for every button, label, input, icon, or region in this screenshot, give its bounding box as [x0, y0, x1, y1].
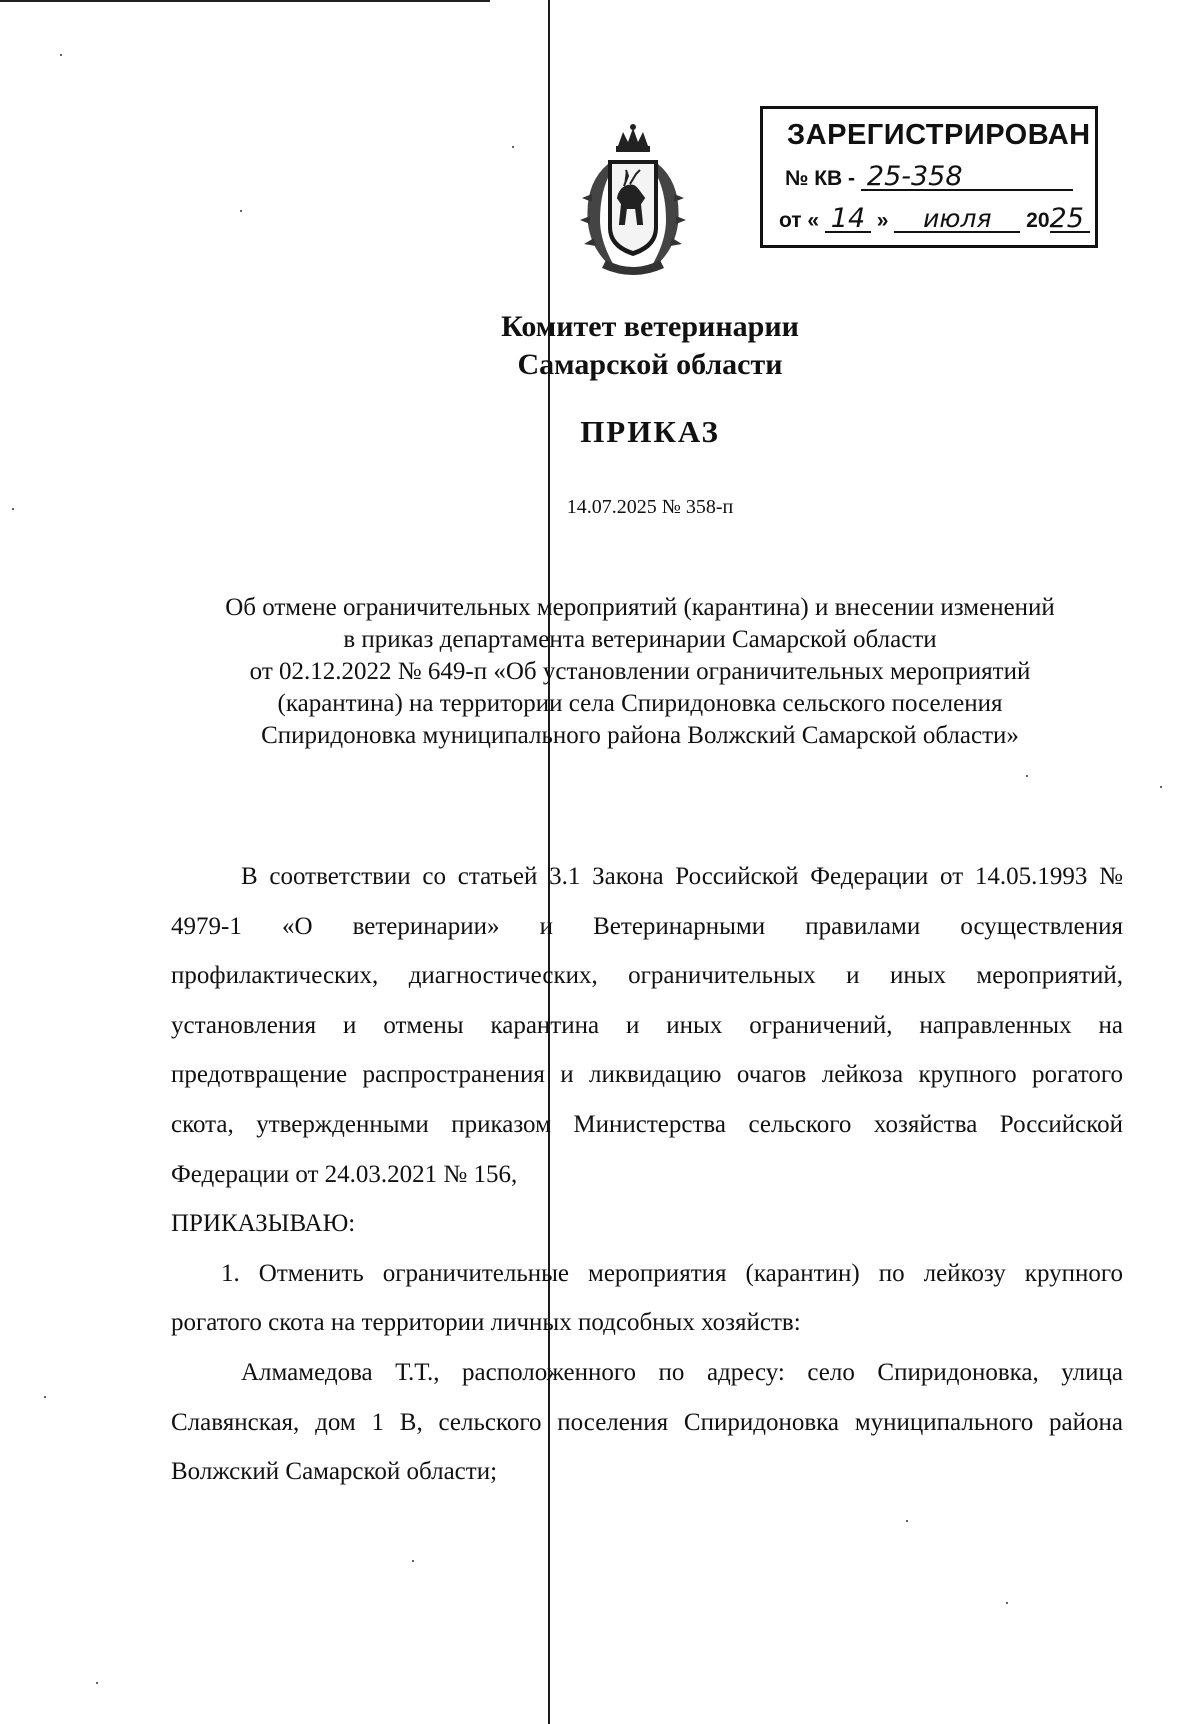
stamp-day-handwritten: 14: [825, 207, 871, 233]
heading-line: в приказ департамента ветеринарии Самарской области: [343, 626, 937, 653]
stamp-day-suffix: »: [876, 209, 889, 232]
order-item-1-detail: Алмамедова Т.Т., расположенного по адресу: село Спиридоновка, улица Славянская, дом 1 В, сельского поселения Спиридоновка муниципального района Волжский Самарской области;: [171, 1358, 1123, 1486]
registration-stamp: [760, 106, 1098, 248]
heading-line: от 02.12.2022 № 649-п «Об установлении ограничительных мероприятий: [249, 658, 1031, 685]
order-item-1: 1. Отменить ограничительные мероприятия (карантин) по лейкозу крупного рогатого скота на территории личных подсобных хозяйств:: [171, 1259, 1123, 1337]
document-body: [171, 852, 1123, 1497]
stamp-title: ЗАРЕГИСТРИРОВАН: [787, 119, 1091, 151]
organization-line: Комитет ветеринарии: [501, 310, 799, 343]
stamp-date-row: [779, 203, 1094, 234]
body-preamble: В соответствии со статьей 3.1 Закона Российской Федерации от 14.05.1993 № 4979-1 «О ветеринарии» и Ветеринарными правилами осуществления профилактических, диагностических, ограничительных и иных мероприятий, установления и отмены карантина и иных ограничений, направленных на предотвращение распространения и ликвидацию очагов лейкоза крупного рогатого скота, утвержденными приказом Министерства сельского хозяйства Российской Федерации от 24.03.2021 № 156,: [171, 863, 1123, 1188]
stamp-year-prefix: 20: [1026, 209, 1050, 232]
scan-speck: [1160, 786, 1162, 788]
scan-speck: [1006, 1602, 1008, 1604]
stamp-number-row: [785, 161, 1085, 192]
organization-line: Самарской области: [517, 348, 783, 381]
heading-line: (карантина) на территории села Спиридоновка сельского поселения: [277, 690, 1003, 717]
document-date-number: 14.07.2025 № 358-п: [566, 496, 734, 518]
scan-speck: [96, 1682, 98, 1684]
coat-of-arms-icon: [578, 124, 688, 282]
scan-artifact-line: [0, 0, 490, 2]
scan-speck: [240, 210, 242, 212]
stamp-year-handwritten: 25: [1050, 207, 1090, 233]
heading-line: Об отмене ограничительных мероприятий (карантина) и внесении изменений: [225, 594, 1055, 621]
stamp-number-handwritten: 25-358: [861, 165, 1073, 191]
stamp-month-handwritten: июля: [894, 207, 1020, 233]
scan-speck: [1026, 775, 1028, 777]
heading-line: Спиридоновка муниципального района Волжский Самарской области»: [261, 722, 1019, 749]
order-word: ПРИКАЗЫВАЮ:: [171, 1210, 356, 1238]
scan-speck: [60, 54, 62, 56]
stamp-date-prefix: от «: [779, 209, 820, 232]
scan-speck: [512, 146, 514, 148]
document-type: ПРИКАЗ: [580, 414, 720, 449]
scan-speck: [12, 508, 14, 510]
scan-speck: [906, 1520, 908, 1522]
document-heading: [150, 592, 1130, 752]
scan-speck: [412, 1560, 414, 1562]
organization-name: [350, 308, 950, 384]
stamp-number-prefix: № КВ -: [785, 167, 856, 190]
scan-speck: [44, 1396, 46, 1398]
